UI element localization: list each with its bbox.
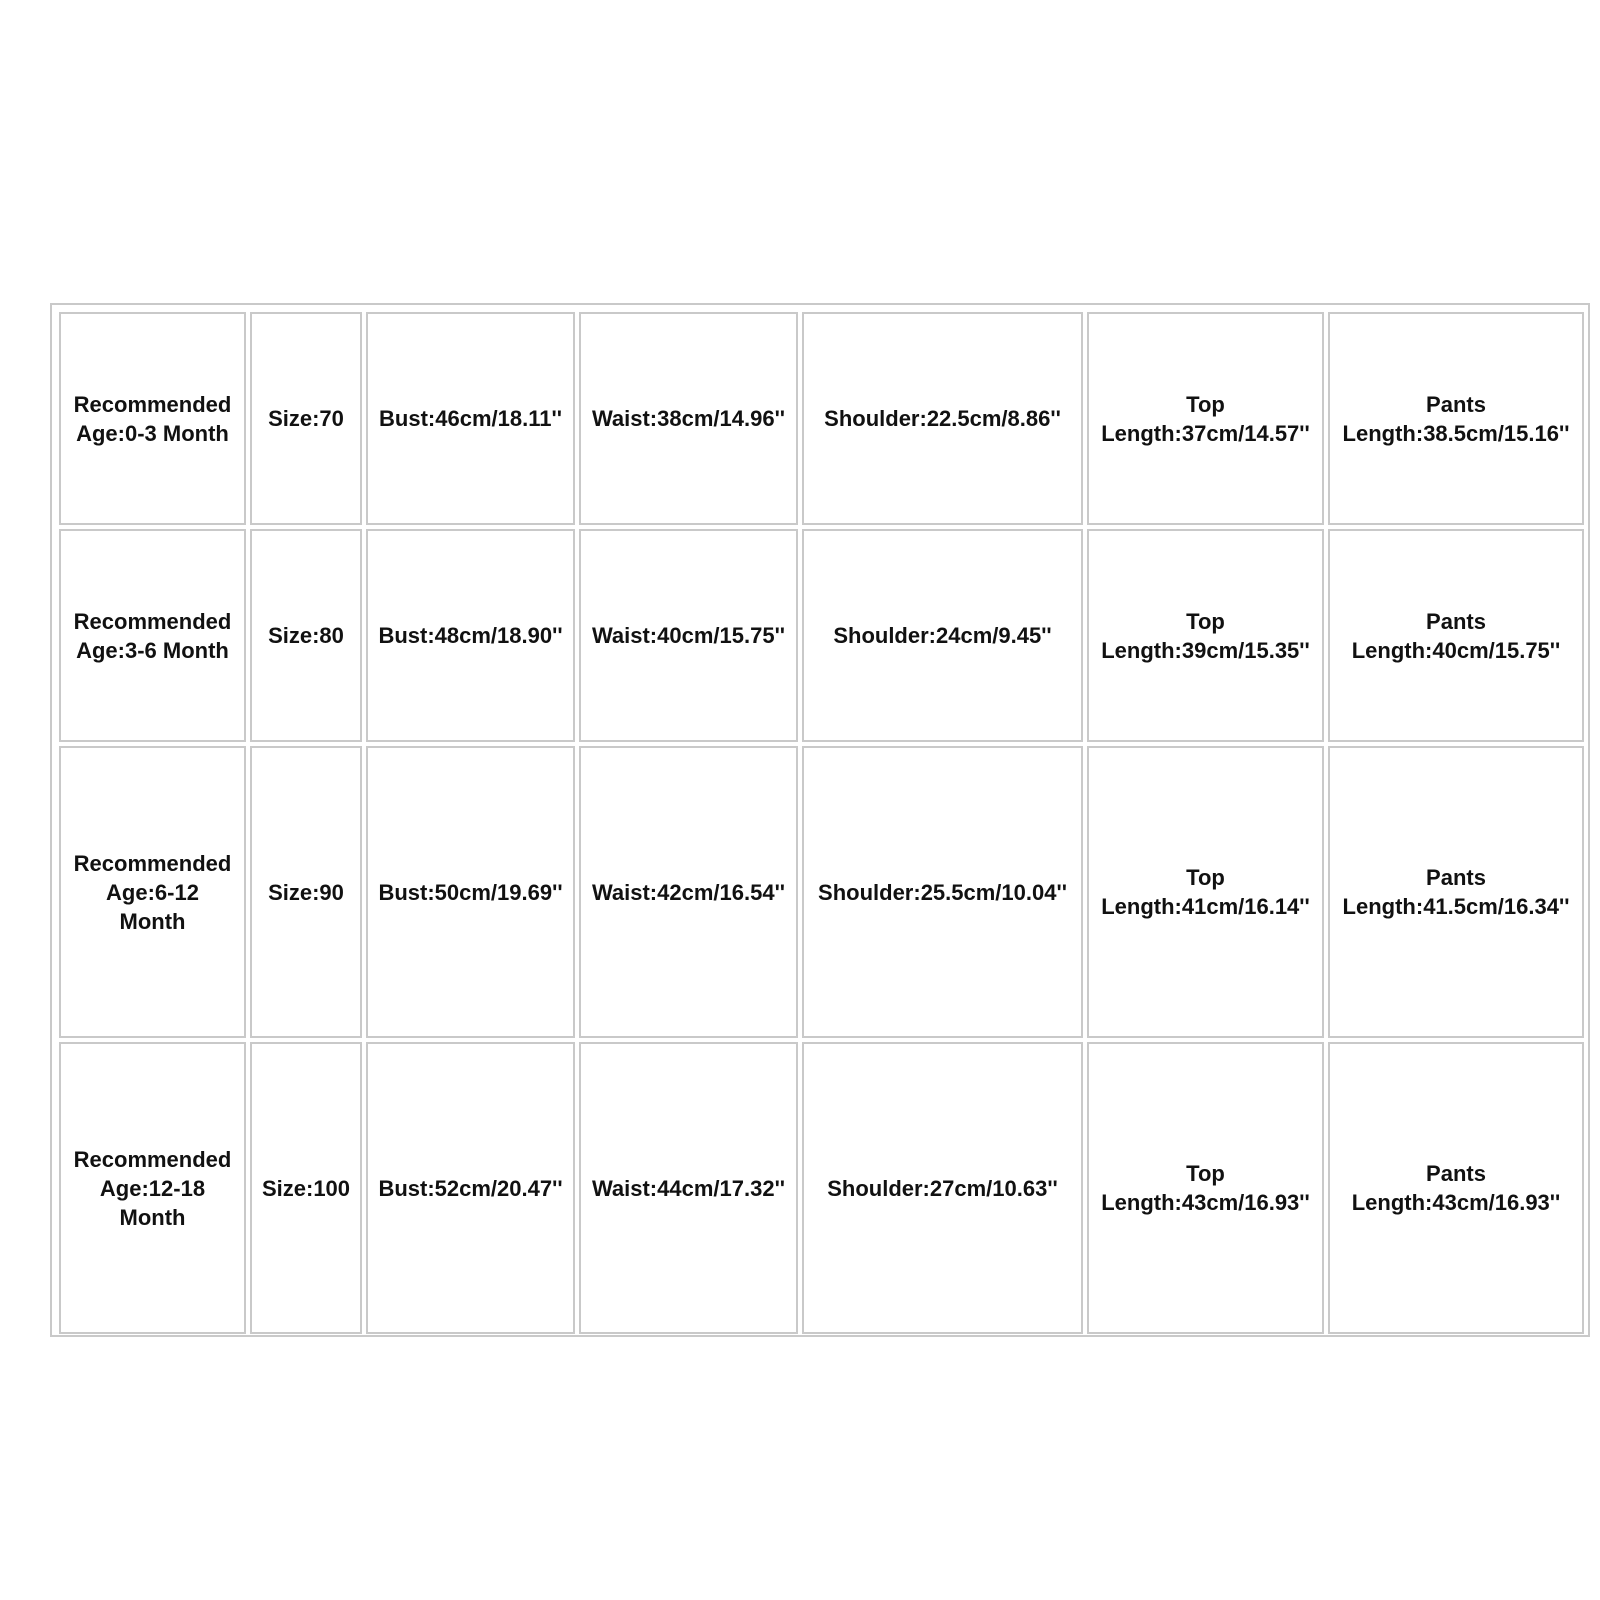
age-cell	[59, 746, 246, 1038]
age-label: Recommended	[73, 1146, 232, 1172]
bust-cell: Bust:52cm/20.47''	[366, 1042, 575, 1334]
size-cell: Size:70	[250, 312, 362, 525]
bust-cell: Bust:46cm/18.11''	[366, 312, 575, 525]
shoulder-cell: Shoulder:25.5cm/10.04''	[802, 746, 1083, 1038]
pants-label: Pants	[1426, 865, 1486, 890]
top-length-cell	[1087, 1042, 1324, 1334]
waist-cell: Waist:44cm/17.32''	[579, 1042, 798, 1334]
bust-cell: Bust:50cm/19.69''	[366, 746, 575, 1038]
pants-length-value: Length:43cm/16.93''	[1351, 1190, 1561, 1215]
top-label: Top	[1186, 608, 1225, 634]
age-range: Age:3-6 Month	[76, 637, 229, 663]
age-label: Recommended	[73, 391, 232, 417]
pants-length-cell	[1328, 312, 1584, 525]
shoulder-cell: Shoulder:22.5cm/8.86''	[802, 312, 1083, 525]
pants-length-cell	[1328, 746, 1584, 1038]
age-cell	[59, 312, 246, 525]
pants-length-value: Length:38.5cm/15.16''	[1342, 420, 1570, 446]
top-label: Top	[1186, 865, 1225, 890]
table-row	[59, 529, 1584, 742]
top-length-cell	[1087, 529, 1324, 742]
waist-cell: Waist:40cm/15.75''	[579, 529, 798, 742]
table-row	[59, 312, 1584, 525]
size-cell: Size:80	[250, 529, 362, 742]
waist-cell: Waist:42cm/16.54''	[579, 746, 798, 1038]
top-length-value: Length:43cm/16.93''	[1101, 1190, 1310, 1215]
top-length-cell	[1087, 746, 1324, 1038]
age-label: Recommended	[73, 608, 232, 634]
pants-label: Pants	[1426, 608, 1486, 634]
top-length-value: Length:39cm/15.35''	[1101, 637, 1310, 663]
age-cell	[59, 1042, 246, 1334]
pants-length-value: Length:40cm/15.75''	[1351, 637, 1561, 663]
top-length-value: Length:37cm/14.57''	[1101, 420, 1310, 446]
shoulder-cell: Shoulder:24cm/9.45''	[802, 529, 1083, 742]
age-range: Age:12-18	[99, 1175, 206, 1201]
pants-length-cell	[1328, 1042, 1584, 1334]
size-cell: Size:100	[250, 1042, 362, 1334]
age-unit: Month	[119, 908, 186, 934]
pants-label: Pants	[1426, 1161, 1486, 1186]
size-chart-table	[50, 303, 1590, 1337]
age-cell	[59, 529, 246, 742]
age-range: Age:0-3 Month	[76, 420, 229, 446]
table-row	[59, 746, 1584, 1038]
shoulder-cell: Shoulder:27cm/10.63''	[802, 1042, 1083, 1334]
age-unit: Month	[119, 1204, 186, 1230]
top-length-cell	[1087, 312, 1324, 525]
size-cell: Size:90	[250, 746, 362, 1038]
top-label: Top	[1186, 1161, 1225, 1186]
top-label: Top	[1186, 391, 1225, 417]
top-length-value: Length:41cm/16.14''	[1101, 894, 1310, 919]
bust-cell: Bust:48cm/18.90''	[366, 529, 575, 742]
pants-length-value: Length:41.5cm/16.34''	[1342, 894, 1570, 919]
age-range: Age:6-12	[106, 879, 199, 905]
table-row	[59, 1042, 1584, 1334]
size-chart-grid	[55, 308, 1588, 1338]
waist-cell: Waist:38cm/14.96''	[579, 312, 798, 525]
pants-length-cell	[1328, 529, 1584, 742]
pants-label: Pants	[1426, 391, 1486, 417]
age-label: Recommended	[73, 850, 232, 876]
